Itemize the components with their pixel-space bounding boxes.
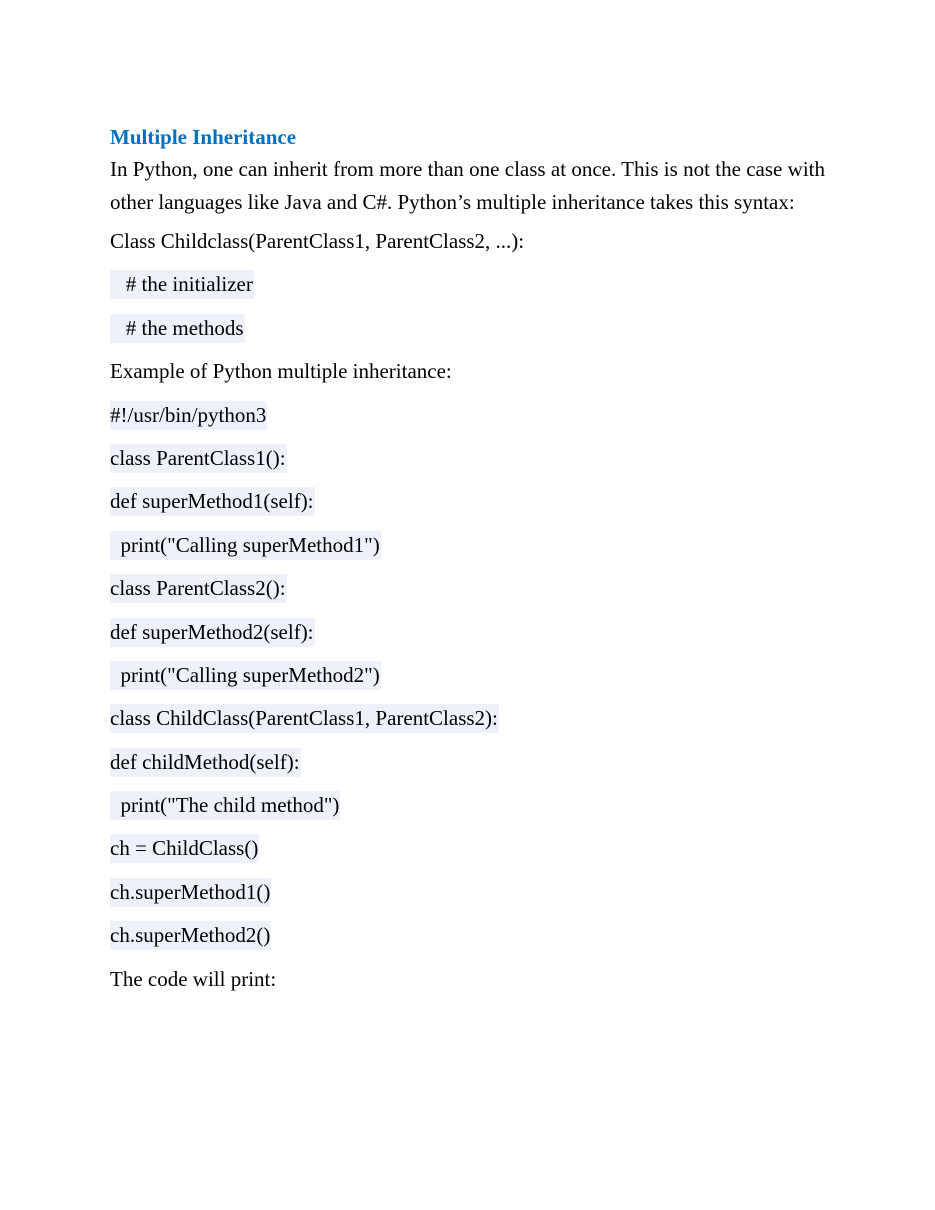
document-page xyxy=(110,122,825,1008)
code-line: # the methods xyxy=(110,314,825,357)
code-line: class ParentClass1(): xyxy=(110,444,825,487)
code-line: def superMethod1(self): xyxy=(110,487,825,530)
intro-paragraph: In Python, one can inherit from more than one class at once. This is not the case with other languages like Java and C#. Python’s multiple inheritance takes this syntax: xyxy=(110,157,825,214)
example-label: Example of Python multiple inheritance: xyxy=(110,359,452,384)
code-line: print("Calling superMethod1") xyxy=(110,531,825,574)
code-line: class ParentClass2(): xyxy=(110,574,825,617)
code-line: #!/usr/bin/python3 xyxy=(110,401,825,444)
syntax-line: Class Childclass(ParentClass1, ParentClass2, ...): xyxy=(110,229,525,253)
section-heading: Multiple Inheritance xyxy=(110,125,297,149)
code-line: def childMethod(self): xyxy=(110,748,825,791)
code-line: ch = ChildClass() xyxy=(110,834,825,877)
code-line: ch.superMethod1() xyxy=(110,878,825,921)
code-line: class ChildClass(ParentClass1, ParentClass2): xyxy=(110,704,825,747)
code-line: # the initializer xyxy=(110,270,825,313)
code-line: ch.superMethod2() xyxy=(110,921,825,964)
code-line: def superMethod2(self): xyxy=(110,618,825,661)
output-label: The code will print: xyxy=(110,966,277,991)
code-line: print("The child method") xyxy=(110,791,825,834)
code-line: print("Calling superMethod2") xyxy=(110,661,825,704)
